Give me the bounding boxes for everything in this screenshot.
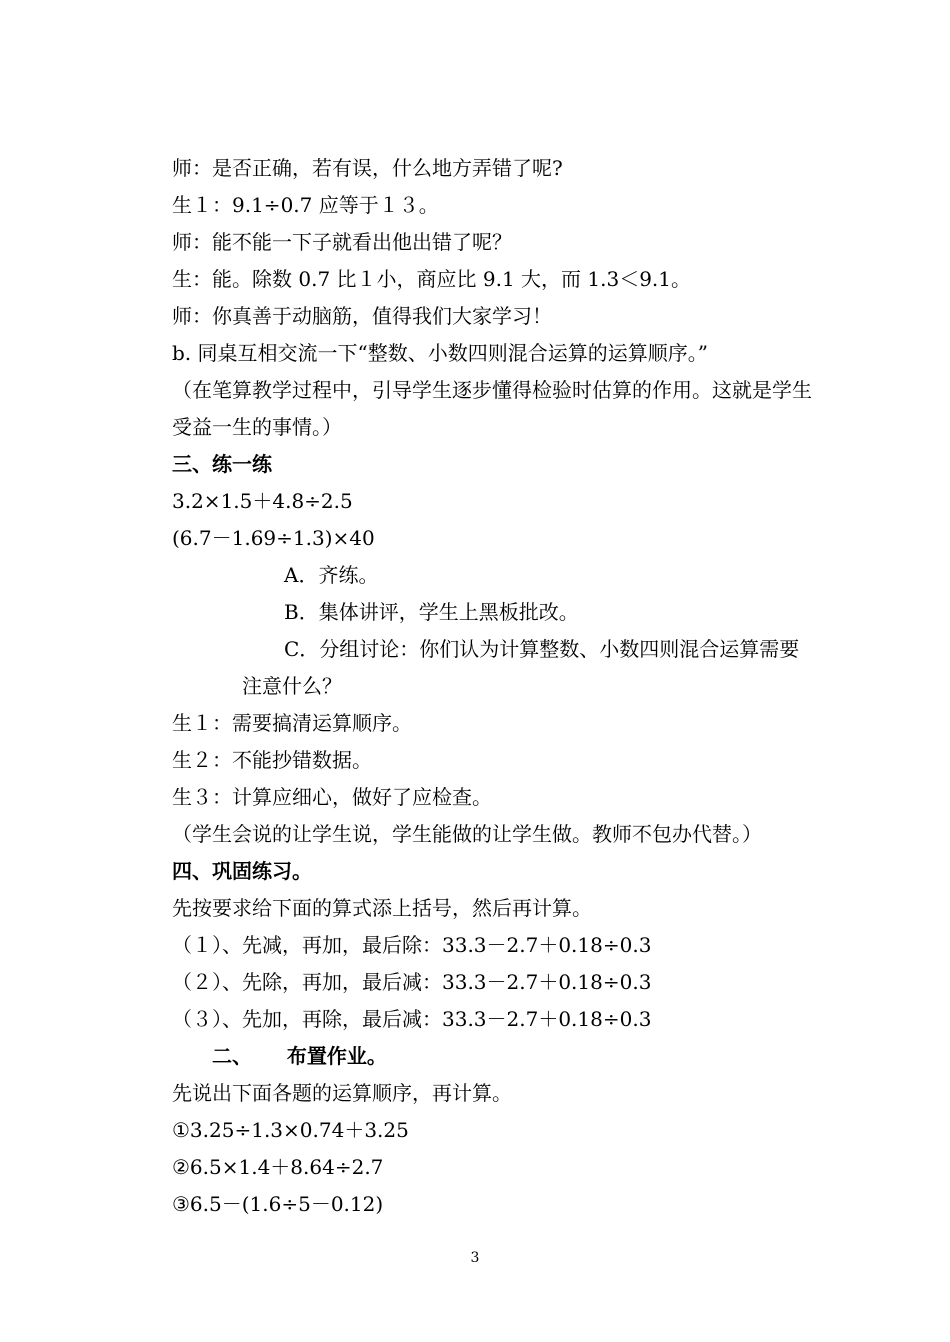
dialogue-line-teacher-question: 师：是否正确，若有误，什么地方弄错了呢? bbox=[172, 156, 563, 180]
section-heading-consolidation: 四、巩固练习。 bbox=[172, 859, 312, 883]
section-heading-homework: 二、 布置作业。 bbox=[212, 1044, 387, 1068]
activity-c-continuation: 注意什么？ bbox=[242, 674, 342, 698]
section-heading-practice: 三、练一练 bbox=[172, 452, 272, 476]
activity-c: C．分组讨论：你们认为计算整数、小数四则混合运算需要 bbox=[284, 637, 800, 661]
dialogue-line-teacher-praise: 师：你真善于动脑筋，值得我们大家学习！ bbox=[172, 304, 552, 328]
exercise-expression-2: (6.7－1.69÷1.3)×40 bbox=[172, 526, 375, 550]
student1-response: 生１：需要搞清运算顺序。 bbox=[172, 711, 412, 735]
teaching-note-line-1: （在笔算教学过程中，引导学生逐步懂得检验时估算的作用。这就是学生 bbox=[172, 378, 812, 402]
consolidation-instruction: 先按要求给下面的算式添上括号，然后再计算。 bbox=[172, 896, 592, 920]
teaching-note-students: （学生会说的让学生说，学生能做的让学生做。教师不包办代替。） bbox=[172, 822, 762, 846]
step-b-discussion: b. 同桌互相交流一下“整数、小数四则混合运算的运算顺序。” bbox=[172, 341, 708, 365]
consolidation-item-2: （２）、先除，再加，最后减：33.3－2.7＋0.18÷0.3 bbox=[172, 970, 652, 994]
dialogue-line-student1-answer: 生１：9.1÷0.7 应等于１３。 bbox=[172, 193, 439, 217]
consolidation-item-3: （３）、先加，再除，最后减：33.3－2.7＋0.18÷0.3 bbox=[172, 1007, 652, 1031]
student3-response: 生３：计算应细心，做好了应检查。 bbox=[172, 785, 492, 809]
consolidation-item-1: （１）、先减，再加，最后除：33.3－2.7＋0.18÷0.3 bbox=[172, 933, 652, 957]
page-number: 3 bbox=[470, 1250, 480, 1266]
homework-item-2: ②6.5×1.4＋8.64÷2.7 bbox=[172, 1155, 384, 1179]
homework-item-1: ①3.25÷1.3×0.74＋3.25 bbox=[172, 1118, 409, 1142]
homework-item-3: ③6.5－(1.6÷5－0.12) bbox=[172, 1192, 384, 1216]
activity-a: A．齐练。 bbox=[284, 563, 379, 587]
homework-instruction: 先说出下面各题的运算顺序，再计算。 bbox=[172, 1081, 512, 1105]
teaching-note-line-2: 受益一生的事情。） bbox=[172, 415, 342, 439]
dialogue-line-teacher-followup: 师：能不能一下子就看出他出错了呢？ bbox=[172, 230, 512, 254]
dialogue-line-student-reason: 生：能。除数 0.7 比１小，商应比 9.1 大，而 1.3＜9.1。 bbox=[172, 267, 692, 291]
student2-response: 生２：不能抄错数据。 bbox=[172, 748, 372, 772]
exercise-expression-1: 3.2×1.5＋4.8÷2.5 bbox=[172, 489, 353, 513]
activity-b: B．集体讲评，学生上黑板批改。 bbox=[284, 600, 579, 624]
